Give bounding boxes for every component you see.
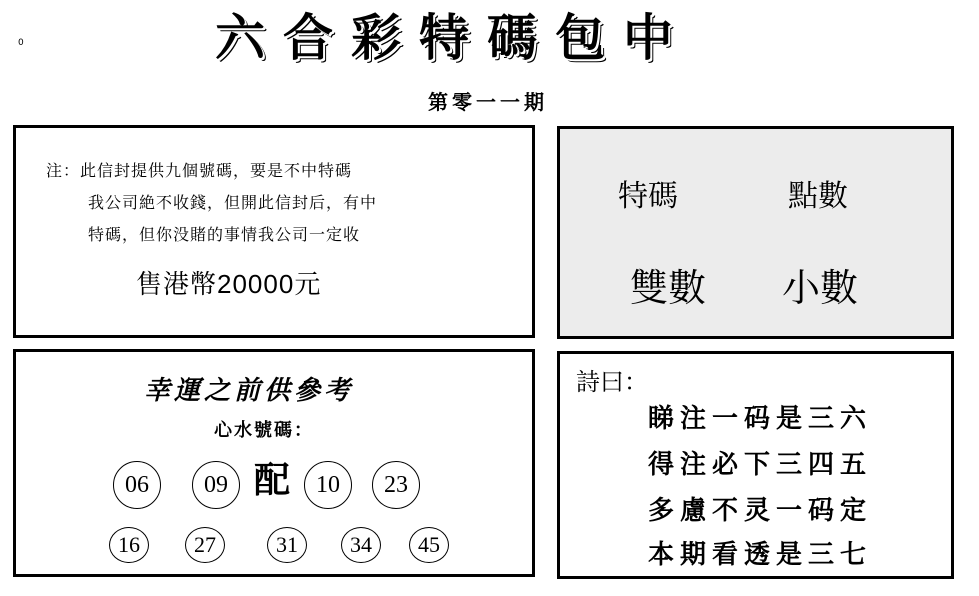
notice-line-2: 我公司絶不收錢，但開此信封后，有中 — [88, 193, 378, 212]
poem-line-4: 本期看透是三七 — [648, 540, 873, 570]
issue-number: 第零一一期 — [428, 90, 548, 114]
hint-bottom-right: 小數 — [782, 266, 859, 310]
number-ball: 31 — [267, 527, 307, 563]
poem-line-3: 多慮不灵一码定 — [648, 496, 873, 526]
poem-line-2: 得注必下三四五 — [648, 450, 873, 480]
price-suffix: 元 — [294, 270, 322, 300]
hint-box — [557, 126, 954, 339]
number-ball: 09 — [192, 461, 240, 509]
notice-price — [136, 264, 321, 301]
lucky-numbers-box — [13, 349, 535, 577]
page-title: 六合彩特碼包中 — [215, 8, 691, 67]
number-ball: 34 — [341, 527, 381, 563]
hint-bottom-left: 雙數 — [630, 266, 707, 310]
pair-label: 配 — [254, 459, 291, 501]
number-ball: 23 — [372, 461, 420, 509]
poem-line-1: 睇注一码是三六 — [648, 404, 873, 434]
hint-top-left: 特碼 — [618, 179, 678, 214]
corner-mark: 0 — [18, 38, 24, 48]
hint-top-right: 點數 — [788, 179, 848, 214]
number-ball: 45 — [409, 527, 449, 563]
number-ball: 27 — [185, 527, 225, 563]
price-prefix: 售港幣 — [136, 270, 218, 300]
notice-line-1: 注：此信封提供九個號碼，要是不中特碼 — [46, 161, 353, 180]
poem-box — [557, 351, 954, 579]
notice-line-3: 特碼，但你没賭的事情我公司一定收 — [88, 225, 361, 244]
number-ball: 16 — [109, 527, 149, 563]
notice-box — [13, 125, 535, 338]
lucky-title: 幸運之前供參考 — [144, 376, 355, 406]
price-number: 20000 — [217, 269, 295, 299]
poem-heading: 詩曰： — [576, 368, 648, 396]
number-ball: 10 — [304, 461, 352, 509]
number-ball: 06 — [113, 461, 161, 509]
lucky-subtitle: 心水號碼： — [214, 420, 314, 441]
